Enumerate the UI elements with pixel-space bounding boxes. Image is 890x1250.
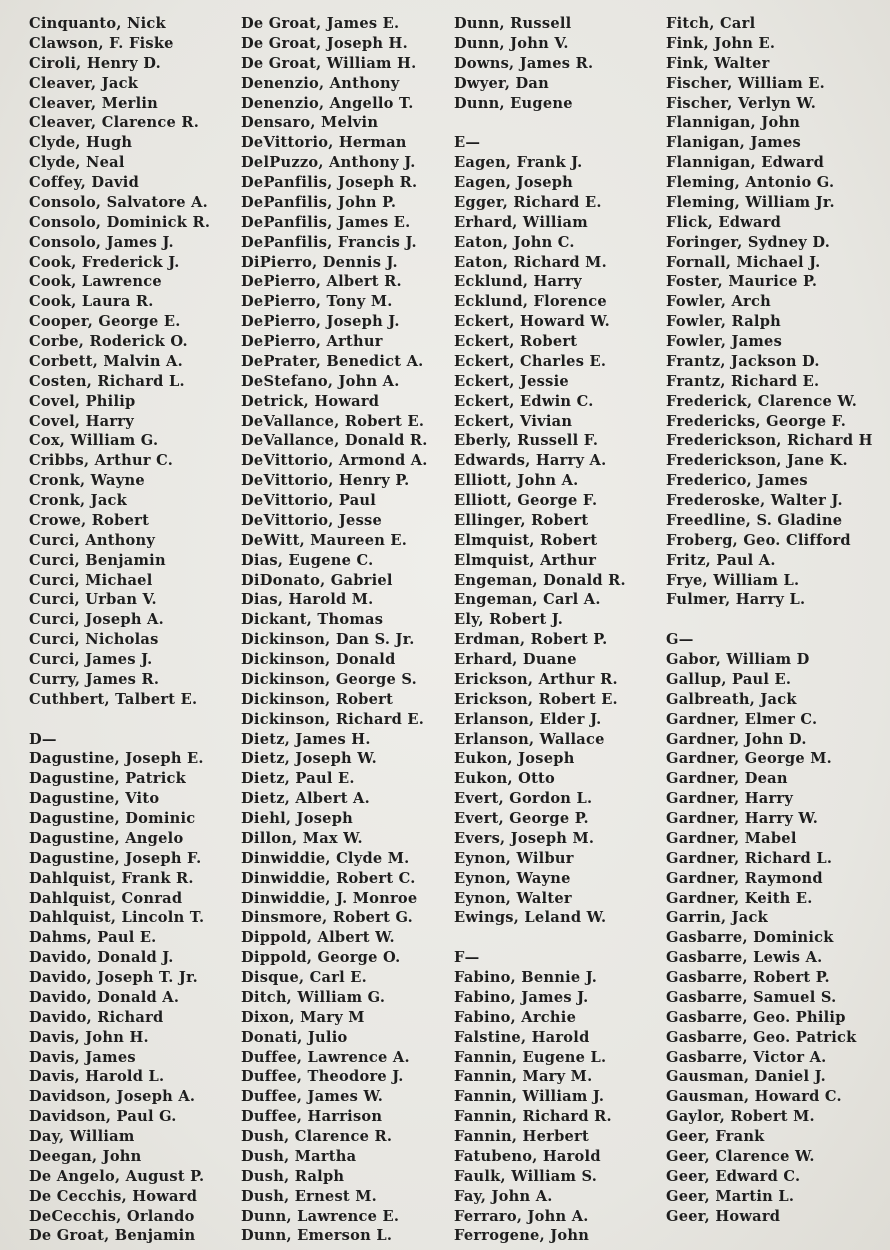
name-entry: Consolo, James J.	[29, 233, 174, 251]
name-entry: Dwyer, Dan	[454, 74, 549, 92]
name-entry: Cook, Laura R.	[29, 293, 154, 311]
name-entry: Falstine, Harold	[454, 1028, 590, 1046]
name-entry: Dias, Eugene C.	[241, 551, 374, 569]
name-entry: Gardner, Keith E.	[666, 889, 813, 907]
name-entry: Gasbarre, Robert P.	[666, 969, 830, 986]
name-entry: DeVittorio, Henry P.	[241, 472, 410, 490]
name-entry: Curci, Michael	[29, 571, 153, 589]
name-entry: Froberg, Geo. Clifford	[666, 531, 851, 549]
name-entry: Gasbarre, Lewis A.	[666, 949, 823, 967]
name-entry: Fischer, William E.	[666, 74, 825, 92]
name-entry: Clyde, Neal	[29, 154, 125, 172]
name-entry: DeCecchis, Orlando	[29, 1207, 195, 1225]
name-entry: Fitch, Carl	[666, 15, 756, 32]
section-letter-heading: G—	[666, 631, 694, 649]
name-entry: Fannin, Richard R.	[454, 1108, 612, 1126]
name-entry: De Angelo, August P.	[29, 1167, 205, 1185]
name-entry: Dunn, Russell	[454, 15, 572, 32]
name-entry: Cook, Frederick J.	[29, 253, 180, 271]
name-entry: Fischer, Verlyn W.	[666, 94, 817, 112]
name-entry: Curci, Joseph A.	[29, 611, 164, 629]
name-entry: Fink, Walter	[666, 54, 770, 72]
name-entry: Geer, Clarence W.	[666, 1147, 815, 1165]
name-entry: Dietz, Joseph W.	[241, 750, 377, 768]
name-entry: Davidson, Joseph A.	[29, 1088, 196, 1106]
name-entry: Gasbarre, Victor A.	[666, 1048, 827, 1066]
name-entry: Dickinson, Donald	[241, 651, 396, 668]
name-entry: Elliott, John A.	[454, 472, 579, 490]
name-entry: Dush, Clarence R.	[241, 1128, 393, 1145]
name-entry: Curci, Urban V.	[29, 591, 157, 609]
name-entry: Eaton, Richard M.	[454, 253, 607, 271]
name-entry: De Cecchis, Howard	[29, 1187, 198, 1205]
name-entry: Covel, Philip	[29, 392, 136, 410]
name-entry: Frantz, Jackson D.	[666, 352, 820, 370]
name-entry: Fay, John A.	[454, 1187, 553, 1205]
name-entry: Dillon, Max W.	[241, 829, 363, 847]
name-entry: Garrin, Jack	[666, 909, 768, 927]
name-entry: Dickinson, Robert	[241, 690, 394, 708]
name-entry: Corbe, Roderick O.	[29, 333, 188, 350]
name-entry: Faulk, William S.	[454, 1167, 598, 1185]
name-entry: DePanfilis, Joseph R.	[241, 174, 418, 191]
name-entry: Dush, Martha	[241, 1147, 357, 1165]
name-entry: Frederico, James	[666, 472, 808, 490]
name-entry: Fabino, Bennie J.	[454, 969, 598, 986]
name-entry: De Groat, James E.	[241, 15, 400, 32]
name-entry: De Groat, Benjamin	[29, 1227, 196, 1245]
name-entry: Fannin, Mary M.	[454, 1068, 593, 1086]
blank-line	[454, 928, 676, 948]
name-entry: Clyde, Hugh	[29, 134, 133, 152]
name-entry: Erickson, Arthur R.	[454, 670, 618, 688]
name-entry: Fatubeno, Harold	[454, 1147, 601, 1165]
name-entry: Coffey, David	[29, 174, 140, 191]
name-entry: Davidson, Paul G.	[29, 1108, 177, 1126]
name-entry: Cleaver, Clarence R.	[29, 114, 200, 132]
name-entry: Davis, John H.	[29, 1028, 149, 1046]
name-entry: Eckert, Vivian	[454, 412, 573, 430]
name-entry: Fornall, Michael J.	[666, 253, 821, 271]
name-entry: Fowler, Arch	[666, 293, 771, 311]
name-entry: Denenzio, Anthony	[241, 74, 400, 92]
name-entry: Dahms, Paul E.	[29, 929, 157, 947]
name-entry: Gardner, Elmer C.	[666, 710, 818, 728]
name-entry: Eckert, Jessie	[454, 372, 569, 390]
name-entry: Eynon, Wayne	[454, 869, 571, 887]
name-entry: Dixon, Mary M	[241, 1008, 365, 1026]
name-entry: Gardner, Dean	[666, 770, 788, 788]
name-entry: Dietz, James H.	[241, 730, 371, 748]
name-entry: Dinwiddie, Clyde M.	[241, 849, 410, 867]
name-entry: Gardner, Harry	[666, 790, 794, 808]
name-entry: Fowler, Ralph	[666, 313, 782, 331]
name-entry: Eynon, Walter	[454, 889, 572, 907]
name-column-3	[454, 14, 676, 1246]
name-entry: Galbreath, Jack	[666, 690, 797, 708]
name-entry: Davido, Donald J.	[29, 949, 174, 967]
name-entry: Davis, Harold L.	[29, 1068, 165, 1086]
name-entry: Foster, Maurice P.	[666, 273, 818, 291]
name-entry: De Groat, William H.	[241, 54, 417, 72]
name-entry: Gausman, Howard C.	[666, 1088, 842, 1106]
name-entry: Ferrogene, John	[454, 1227, 590, 1245]
name-entry: Davido, Donald A.	[29, 988, 180, 1006]
name-entry: Cook, Lawrence	[29, 273, 162, 291]
name-entry: Curci, Benjamin	[29, 551, 166, 569]
name-entry: Disque, Carl E.	[241, 969, 368, 986]
name-entry: Geer, Frank	[666, 1128, 765, 1145]
name-entry: De Groat, Joseph H.	[241, 34, 408, 52]
name-entry: Cleaver, Jack	[29, 74, 139, 92]
name-entry: DePierro, Albert R.	[241, 273, 402, 291]
name-entry: Fleming, William Jr.	[666, 193, 835, 211]
blank-line	[29, 710, 251, 730]
name-entry: Eagen, Joseph	[454, 174, 574, 191]
name-entry: Gasbarre, Samuel S.	[666, 988, 837, 1006]
name-entry: Clawson, F. Fiske	[29, 34, 174, 52]
name-entry: Ewings, Leland W.	[454, 909, 607, 927]
name-entry: Eckert, Charles E.	[454, 352, 607, 370]
name-entry: Fowler, James	[666, 333, 783, 350]
name-entry: Fannin, Herbert	[454, 1128, 589, 1145]
name-entry: DelPuzzo, Anthony J.	[241, 154, 416, 172]
name-entry: Dush, Ralph	[241, 1167, 345, 1185]
name-entry: DePierro, Tony M.	[241, 293, 393, 311]
name-entry: Donati, Julio	[241, 1028, 348, 1046]
name-entry: Dippold, George O.	[241, 949, 401, 967]
name-entry: Eynon, Wilbur	[454, 849, 574, 867]
name-entry: Cronk, Wayne	[29, 472, 145, 490]
name-entry: Elmquist, Arthur	[454, 551, 597, 569]
name-entry: Eckert, Robert	[454, 333, 578, 350]
name-entry: Cooper, George E.	[29, 313, 181, 331]
name-entry: DeVittorio, Herman	[241, 134, 407, 152]
name-entry: DePierro, Arthur	[241, 333, 383, 350]
name-entry: Frantz, Richard E.	[666, 372, 820, 390]
name-entry: Frederickson, Jane K.	[666, 452, 848, 470]
name-entry: Eckert, Edwin C.	[454, 392, 594, 410]
name-entry: Frederickson, Richard H	[666, 432, 873, 450]
name-entry: Flannigan, John	[666, 114, 801, 132]
name-entry: Duffee, James W.	[241, 1088, 384, 1106]
name-entry: Duffee, Harrison	[241, 1108, 383, 1126]
name-entry: Fannin, Eugene L.	[454, 1048, 607, 1066]
name-entry: Gardner, Richard L.	[666, 849, 833, 867]
name-entry: Dickinson, Richard E.	[241, 710, 425, 728]
name-entry: DeVittorio, Paul	[241, 492, 377, 509]
name-entry: Fink, John E.	[666, 34, 776, 52]
name-entry: Crowe, Robert	[29, 511, 150, 529]
name-entry: Detrick, Howard	[241, 392, 380, 410]
name-entry: Dahlquist, Frank R.	[29, 869, 194, 887]
name-entry: Dagustine, Vito	[29, 790, 160, 808]
name-entry: Curry, James R.	[29, 670, 160, 688]
name-entry: Ditch, William G.	[241, 988, 386, 1006]
name-entry: Fredericks, George F.	[666, 412, 847, 430]
name-entry: Eagen, Frank J.	[454, 154, 583, 172]
name-entry: DeWitt, Maureen E.	[241, 531, 408, 549]
name-entry: Gardner, Mabel	[666, 829, 797, 847]
name-entry: Consolo, Dominick R.	[29, 213, 211, 231]
name-column-1	[29, 14, 251, 1246]
name-entry: Ellinger, Robert	[454, 511, 589, 529]
name-entry: DePanfilis, Francis J.	[241, 233, 417, 251]
name-entry: Foringer, Sydney D.	[666, 233, 831, 251]
name-entry: Gardner, Raymond	[666, 869, 823, 887]
name-entry: Dinwiddie, Robert C.	[241, 869, 416, 887]
name-entry: Cuthbert, Talbert E.	[29, 690, 198, 708]
name-entry: Gasbarre, Geo. Patrick	[666, 1028, 857, 1046]
name-entry: Gardner, George M.	[666, 750, 832, 768]
name-entry: Geer, Howard	[666, 1207, 781, 1225]
name-entry: Gallup, Paul E.	[666, 670, 792, 688]
name-entry: Elliott, George F.	[454, 492, 598, 509]
name-entry: Diehl, Joseph	[241, 810, 354, 827]
name-entry: Dietz, Paul E.	[241, 770, 355, 788]
name-entry: Davido, Joseph T. Jr.	[29, 969, 198, 986]
name-entry: Fannin, William J.	[454, 1088, 605, 1106]
name-entry: DeVallance, Donald R.	[241, 432, 428, 450]
name-entry: Evers, Joseph M.	[454, 829, 595, 847]
name-entry: Gardner, Harry W.	[666, 810, 819, 827]
name-entry: DePanfilis, James E.	[241, 213, 411, 231]
name-entry: Engeman, Carl A.	[454, 591, 601, 609]
name-entry: Fabino, Archie	[454, 1008, 577, 1026]
name-entry: Dias, Harold M.	[241, 591, 374, 609]
name-entry: Dahlquist, Lincoln T.	[29, 909, 205, 927]
name-entry: DeVallance, Robert E.	[241, 412, 425, 430]
name-column-2	[241, 14, 463, 1246]
name-entry: Evert, George P.	[454, 810, 589, 827]
blank-line	[454, 113, 676, 133]
name-entry: Dinwiddie, J. Monroe	[241, 889, 418, 907]
name-entry: Egger, Richard E.	[454, 193, 602, 211]
name-entry: Dunn, Eugene	[454, 94, 573, 112]
name-entry: Fulmer, Harry L.	[666, 591, 806, 609]
name-entry: Edwards, Harry A.	[454, 452, 607, 470]
name-entry: Curci, Nicholas	[29, 631, 159, 649]
name-entry: Dagustine, Patrick	[29, 770, 186, 788]
name-entry: Cox, William G.	[29, 432, 159, 450]
name-entry: Dagustine, Joseph F.	[29, 849, 202, 867]
name-entry: Downs, James R.	[454, 54, 594, 72]
section-letter-heading: E—	[454, 134, 481, 152]
name-entry: Cribbs, Arthur C.	[29, 452, 174, 470]
name-entry: Cleaver, Merlin	[29, 94, 159, 112]
name-entry: Geer, Martin L.	[666, 1187, 795, 1205]
name-entry: Day, William	[29, 1128, 135, 1145]
name-entry: Gasbarre, Geo. Philip	[666, 1008, 846, 1026]
name-entry: Gaylor, Robert M.	[666, 1108, 815, 1126]
name-entry: Geer, Edward C.	[666, 1167, 801, 1185]
name-entry: Eukon, Joseph	[454, 750, 575, 768]
section-letter-heading: F—	[454, 949, 480, 967]
name-entry: Flannigan, Edward	[666, 154, 825, 172]
name-entry: Ciroli, Henry D.	[29, 54, 161, 72]
name-entry: Gasbarre, Dominick	[666, 929, 834, 947]
name-entry: Dagustine, Angelo	[29, 829, 184, 847]
name-entry: DiDonato, Gabriel	[241, 571, 393, 589]
name-entry: Costen, Richard L.	[29, 372, 185, 390]
name-entry: Dunn, John V.	[454, 34, 569, 52]
name-entry: Ferraro, John A.	[454, 1207, 589, 1225]
name-entry: DePanfilis, John P.	[241, 193, 397, 211]
name-entry: Deegan, John	[29, 1147, 142, 1165]
name-entry: Dahlquist, Conrad	[29, 889, 183, 907]
name-entry: Ecklund, Harry	[454, 273, 582, 291]
name-entry: Flick, Edward	[666, 213, 782, 231]
name-entry: Dickinson, Dan S. Jr.	[241, 631, 415, 649]
name-entry: Frederoske, Walter J.	[666, 492, 843, 509]
name-entry: Eaton, John C.	[454, 233, 575, 251]
name-entry: Erhard, Duane	[454, 651, 577, 668]
name-entry: Evert, Gordon L.	[454, 790, 593, 808]
name-entry: Engeman, Donald R.	[454, 571, 626, 589]
name-entry: Ely, Robert J.	[454, 611, 564, 629]
section-letter-heading: D—	[29, 730, 57, 748]
name-entry: Consolo, Salvatore A.	[29, 193, 209, 211]
name-entry: Fleming, Antonio G.	[666, 174, 835, 191]
name-entry: Cronk, Jack	[29, 492, 128, 509]
name-entry: Dickinson, George S.	[241, 670, 417, 688]
name-entry: Dunn, Lawrence E.	[241, 1207, 400, 1225]
name-entry: Davis, James	[29, 1048, 136, 1066]
name-entry: Ecklund, Florence	[454, 293, 607, 311]
name-column-4	[666, 14, 888, 1226]
name-entry: Dietz, Albert A.	[241, 790, 370, 808]
name-entry: Curci, James J.	[29, 651, 153, 668]
name-entry: Erdman, Robert P.	[454, 631, 608, 649]
name-entry: Fabino, James J.	[454, 988, 589, 1006]
name-entry: Duffee, Theodore J.	[241, 1068, 404, 1086]
name-entry: Dickant, Thomas	[241, 611, 384, 629]
name-entry: Dagustine, Joseph E.	[29, 750, 204, 768]
name-entry: Gabor, William D	[666, 651, 810, 668]
name-entry: Erlanson, Wallace	[454, 730, 605, 748]
name-entry: DeStefano, John A.	[241, 372, 400, 390]
name-entry: Frederick, Clarence W.	[666, 392, 858, 410]
name-entry: Fritz, Paul A.	[666, 551, 776, 569]
name-entry: Corbett, Malvin A.	[29, 352, 183, 370]
name-entry: Eberly, Russell F.	[454, 432, 599, 450]
name-entry: DiPierro, Dennis J.	[241, 253, 398, 271]
name-entry: Davido, Richard	[29, 1008, 164, 1026]
name-entry: Flanigan, James	[666, 134, 802, 152]
name-entry: DePrater, Benedict A.	[241, 352, 424, 370]
name-entry: Freedline, S. Gladine	[666, 511, 843, 529]
name-entry: Cinquanto, Nick	[29, 15, 166, 32]
name-entry: Covel, Harry	[29, 412, 134, 430]
name-entry: Erlanson, Elder J.	[454, 710, 602, 728]
name-entry: Dunn, Emerson L.	[241, 1227, 393, 1245]
name-entry: Elmquist, Robert	[454, 531, 598, 549]
name-entry: Erhard, William	[454, 213, 588, 231]
name-entry: Dush, Ernest M.	[241, 1187, 377, 1205]
blank-line	[666, 610, 888, 630]
name-entry: DeVittorio, Jesse	[241, 511, 383, 529]
name-entry: Duffee, Lawrence A.	[241, 1048, 410, 1066]
name-entry: Gausman, Daniel J.	[666, 1068, 826, 1086]
name-entry: DeVittorio, Armond A.	[241, 452, 428, 470]
name-entry: DePierro, Joseph J.	[241, 313, 400, 331]
name-entry: Dippold, Albert W.	[241, 929, 395, 947]
name-entry: Eukon, Otto	[454, 770, 556, 788]
name-entry: Dagustine, Dominic	[29, 810, 196, 827]
name-entry: Frye, William L.	[666, 571, 800, 589]
name-entry: Gardner, John D.	[666, 730, 807, 748]
name-entry: Eckert, Howard W.	[454, 313, 610, 331]
name-entry: Densaro, Melvin	[241, 114, 379, 132]
name-entry: Curci, Anthony	[29, 531, 156, 549]
name-entry: Denenzio, Angello T.	[241, 94, 414, 112]
name-entry: Erickson, Robert E.	[454, 690, 618, 708]
name-entry: Dinsmore, Robert G.	[241, 909, 413, 927]
